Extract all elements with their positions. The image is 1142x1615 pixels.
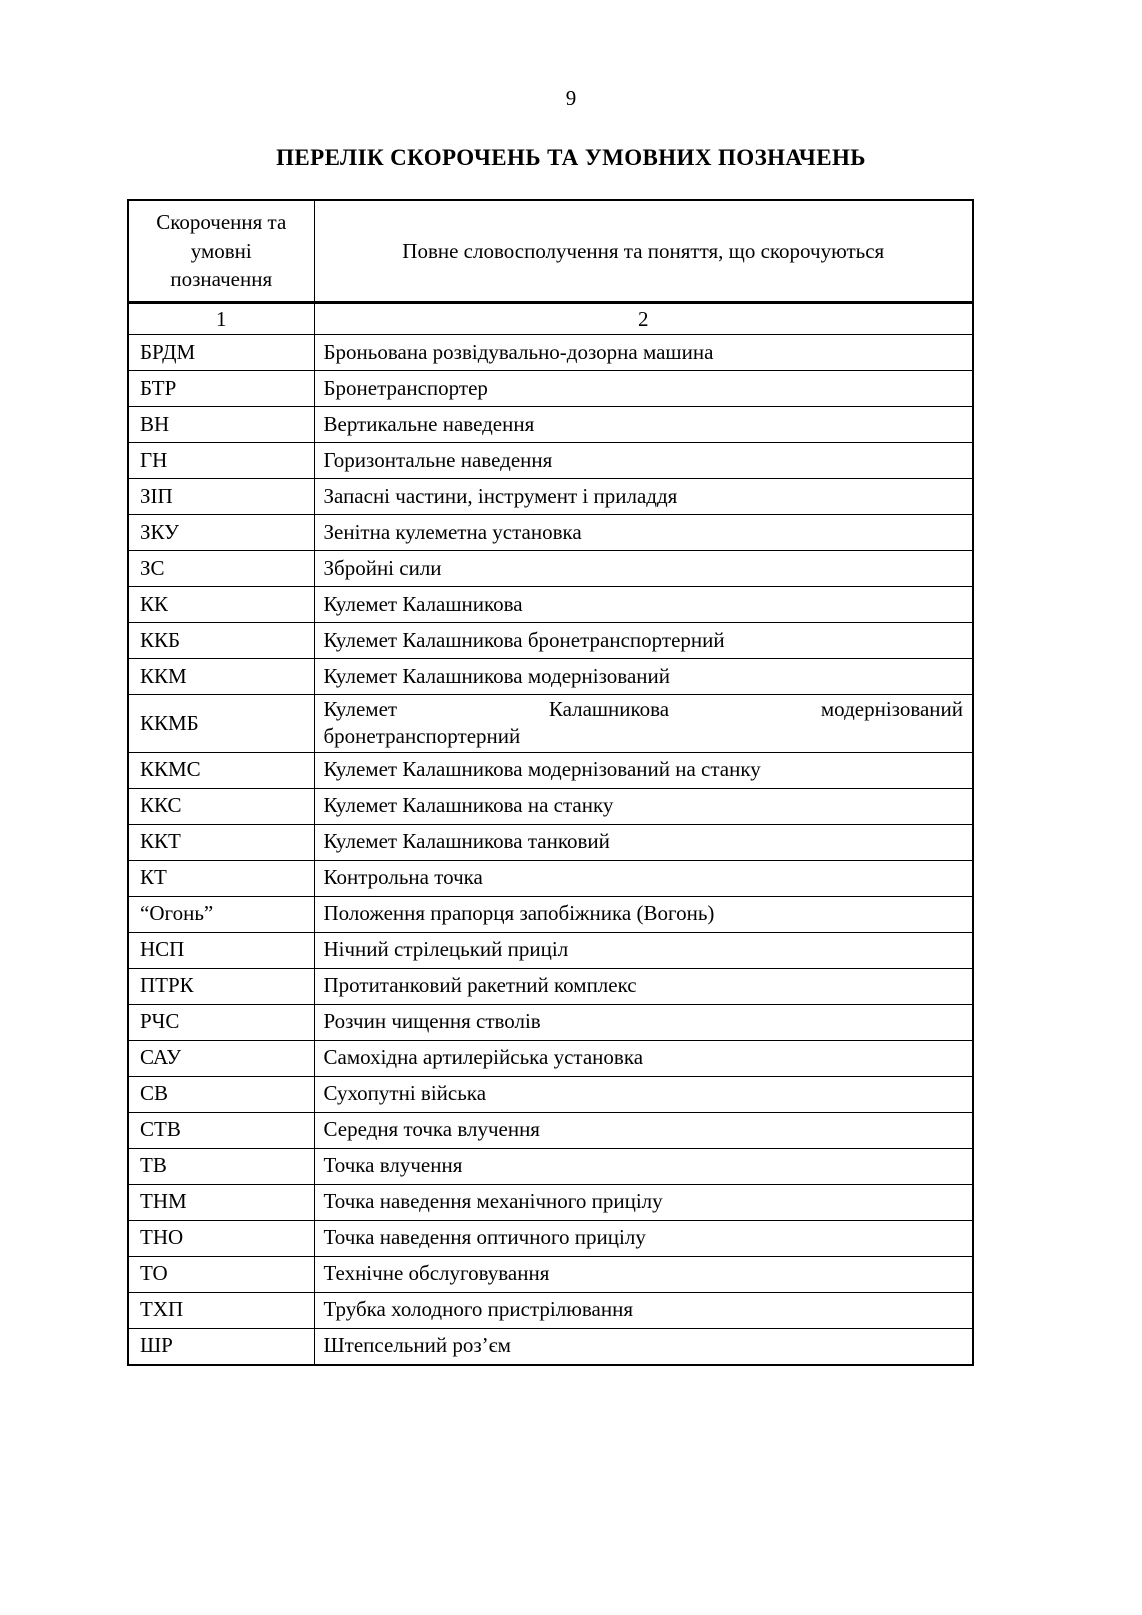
full-term-cell: Кулемет Калашникова модернізований на станку [314, 752, 973, 788]
full-term-cell: Горизонтальне наведення [314, 443, 973, 479]
abbreviation-cell: ККБ [128, 623, 314, 659]
table-row [128, 371, 973, 407]
table-row [128, 1220, 973, 1256]
abbreviation-cell: ЗС [128, 551, 314, 587]
abbreviation-cell: ТХП [128, 1292, 314, 1328]
table-row [128, 1328, 973, 1365]
abbreviation-cell: ЗКУ [128, 515, 314, 551]
table-row [128, 752, 973, 788]
full-term-cell: Нічний стрілецький приціл [314, 932, 973, 968]
abbreviation-cell: ГН [128, 443, 314, 479]
full-term-cell: Контрольна точка [314, 860, 973, 896]
table-row [128, 407, 973, 443]
full-term-cell: Точка влучення [314, 1148, 973, 1184]
abbreviation-cell: ЗІП [128, 479, 314, 515]
full-term-cell: Трубка холодного пристрілювання [314, 1292, 973, 1328]
table-body [128, 335, 973, 1365]
full-term-cell: Середня точка влучення [314, 1112, 973, 1148]
abbreviation-cell: ПТРК [128, 968, 314, 1004]
page-number: 9 [565, 86, 577, 110]
abbreviation-cell: ШР [128, 1328, 314, 1365]
table-header-full-term: Повне словосполучення та поняття, що скорочуються [314, 200, 973, 303]
table-row [128, 443, 973, 479]
full-term-cell: Кулемет Калашникова танковий [314, 824, 973, 860]
abbreviation-cell: РЧС [128, 1004, 314, 1040]
full-term-cell: Самохідна артилерійська установка [314, 1040, 973, 1076]
table-row [128, 551, 973, 587]
full-term-cell: Розчин чищення стволів [314, 1004, 973, 1040]
table-row [128, 932, 973, 968]
full-term-cell: Зенітна кулеметна установка [314, 515, 973, 551]
table-row [128, 1256, 973, 1292]
table-row [128, 623, 973, 659]
table-row [128, 659, 973, 695]
abbreviation-cell: САУ [128, 1040, 314, 1076]
abbreviations-table [127, 199, 974, 1366]
full-term-cell: Запасні частини, інструмент і приладдя [314, 479, 973, 515]
full-term-cell: Сухопутні війська [314, 1076, 973, 1112]
full-term-cell: Кулемет Калашникова модернізований [314, 659, 973, 695]
table-header-abbreviation: Скорочення та умовні позначення [128, 200, 314, 303]
abbreviation-cell: КК [128, 587, 314, 623]
full-term-cell: Кулемет Калашникова модернізований бронетранспортерний [314, 695, 973, 753]
abbreviation-cell: ТНМ [128, 1184, 314, 1220]
table-row [128, 824, 973, 860]
abbreviation-cell: ККС [128, 788, 314, 824]
full-term-cell: Положення прапорця запобіжника (Вогонь) [314, 896, 973, 932]
abbreviation-cell: ККМБ [128, 695, 314, 753]
table-row [128, 1076, 973, 1112]
abbreviation-cell: БРДМ [128, 335, 314, 371]
table-row [128, 587, 973, 623]
full-term-cell: Протитанковий ракетний комплекс [314, 968, 973, 1004]
abbreviation-cell: СВ [128, 1076, 314, 1112]
full-term-cell: Кулемет Калашникова [314, 587, 973, 623]
full-term-cell: Точка наведення механічного прицілу [314, 1184, 973, 1220]
table-row [128, 1148, 973, 1184]
table-row [128, 968, 973, 1004]
abbreviation-cell: “Огонь” [128, 896, 314, 932]
abbreviation-cell: ККМ [128, 659, 314, 695]
full-term-cell: Точка наведення оптичного прицілу [314, 1220, 973, 1256]
abbreviation-cell: ТО [128, 1256, 314, 1292]
column-index-2: 2 [314, 303, 973, 335]
abbreviation-cell: ККМС [128, 752, 314, 788]
full-term-cell: Збройні сили [314, 551, 973, 587]
table-row [128, 860, 973, 896]
abbreviation-cell: ТВ [128, 1148, 314, 1184]
full-term-cell: Кулемет Калашникова бронетранспортерний [314, 623, 973, 659]
abbreviation-cell: КТ [128, 860, 314, 896]
abbreviation-cell: ТНО [128, 1220, 314, 1256]
table-row [128, 1112, 973, 1148]
abbreviation-cell: ККТ [128, 824, 314, 860]
full-term-cell: Штепсельний роз’єм [314, 1328, 973, 1365]
column-index-row [128, 303, 973, 335]
table-row [128, 515, 973, 551]
table-row [128, 788, 973, 824]
column-index-1: 1 [128, 303, 314, 335]
full-term-cell: Вертикальне наведення [314, 407, 973, 443]
full-term-cell: Технічне обслуговування [314, 1256, 973, 1292]
full-term-cell: Кулемет Калашникова на станку [314, 788, 973, 824]
table-row [128, 1184, 973, 1220]
page-title: ПЕРЕЛІК СКОРОЧЕНЬ ТА УМОВНИХ ПОЗНАЧЕНЬ [276, 145, 866, 170]
table-row [128, 695, 973, 753]
table-row [128, 896, 973, 932]
table-row [128, 1292, 973, 1328]
table-row [128, 1040, 973, 1076]
table-row [128, 335, 973, 371]
full-term-cell: Броньована розвідувально-дозорна машина [314, 335, 973, 371]
table-header-row [128, 200, 973, 303]
abbreviation-cell: БТР [128, 371, 314, 407]
abbreviation-cell: СТВ [128, 1112, 314, 1148]
abbreviation-cell: НСП [128, 932, 314, 968]
full-term-cell: Бронетранспортер [314, 371, 973, 407]
abbreviation-cell: ВН [128, 407, 314, 443]
table-row [128, 1004, 973, 1040]
table-row [128, 479, 973, 515]
